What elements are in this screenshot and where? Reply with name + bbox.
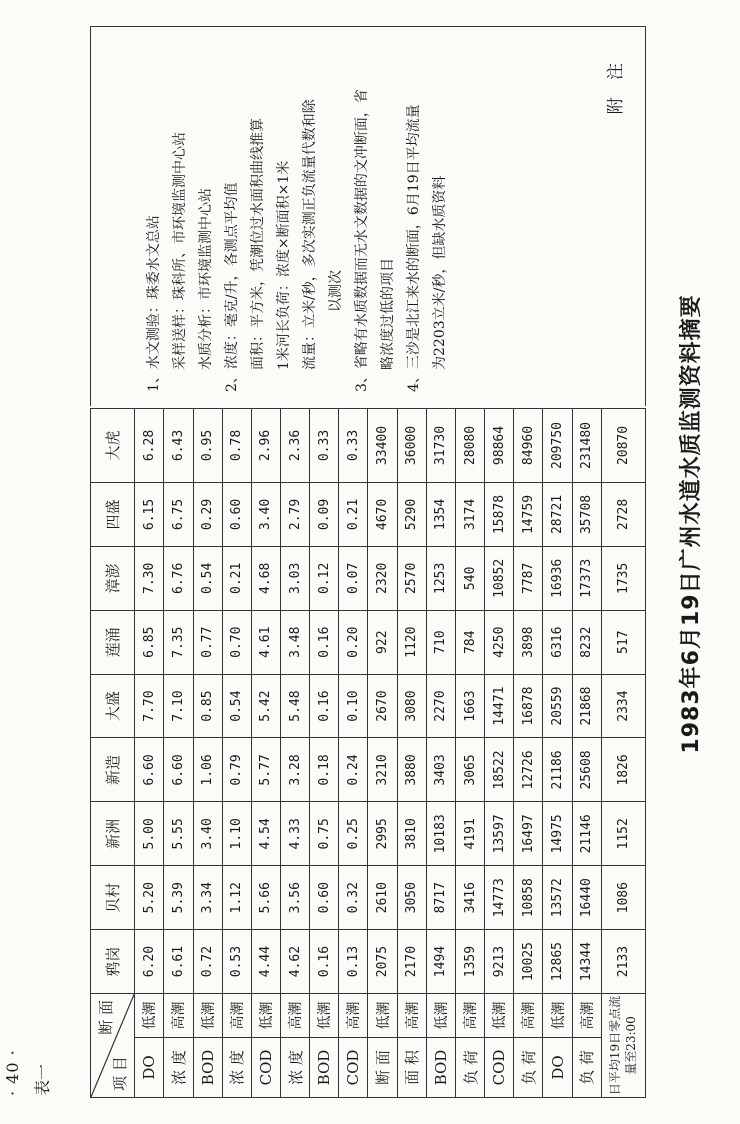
tide-label: 低潮 [251,994,280,1038]
header-row [91,409,135,1098]
value-cell: 0.54 [222,674,251,738]
notes-title: 附 注 [606,57,626,115]
value-cell: 231480 [572,409,601,483]
value-cell: 5.20 [135,866,164,930]
value-cell: 4191 [455,802,484,866]
note-line: 面积：平方米，凭潮位过水面积曲线推算 [250,118,266,370]
value-cell: 6.15 [135,483,164,547]
flow-value-cell: 1735 [601,546,645,610]
tide-label: 低潮 [426,994,455,1038]
value-cell: 3403 [426,738,455,802]
note-line: 为2203立米/秒，但缺水质资料 [432,175,448,370]
value-cell: 0.09 [310,483,339,547]
row-label: COD [339,1038,368,1098]
value-cell: 4.54 [251,802,280,866]
value-cell: 1.10 [222,802,251,866]
value-cell: 84960 [514,409,543,483]
value-cell: 15878 [485,483,514,547]
station-header: 新洲 [91,802,135,866]
tide-label: 高潮 [455,994,484,1038]
row-label: BOD [310,1038,339,1098]
value-cell: 4.68 [251,546,280,610]
value-cell: 25608 [572,738,601,802]
value-cell: 0.75 [310,802,339,866]
value-cell: 0.95 [193,409,222,483]
value-cell: 0.78 [222,409,251,483]
value-cell: 0.60 [222,483,251,547]
station-header: 新造 [91,738,135,802]
flow-value-cell: 2728 [601,483,645,547]
monitoring-table [90,408,646,1098]
table-row [164,409,193,1098]
value-cell: 3880 [397,738,426,802]
value-cell: 2170 [397,930,426,994]
tide-label: 低潮 [485,994,514,1038]
value-cell: 0.77 [193,610,222,674]
value-cell: 7787 [514,546,543,610]
value-cell: 3.56 [281,866,310,930]
value-cell: 0.60 [310,866,339,930]
value-cell: 6.60 [164,738,193,802]
value-cell: 0.16 [310,610,339,674]
row-label: 面 积 [397,1038,426,1098]
value-cell: 6.76 [164,546,193,610]
value-cell: 5.77 [251,738,280,802]
value-cell: 33400 [368,409,397,483]
value-cell: 13597 [485,802,514,866]
tide-label: 高潮 [281,994,310,1038]
value-cell: 3174 [455,483,484,547]
row-label: 负 荷 [455,1038,484,1098]
row-label: 负 荷 [572,1038,601,1098]
table-row [222,409,251,1098]
notes-body [141,42,641,392]
corner-cell [91,994,135,1098]
value-cell: 6.61 [164,930,193,994]
tide-label: 高潮 [164,994,193,1038]
value-cell: 3210 [368,738,397,802]
value-cell: 21186 [543,738,572,802]
tide-label: 高潮 [572,994,601,1038]
station-header: 莲涌 [91,610,135,674]
tide-label: 低潮 [543,994,572,1038]
station-header: 大盛 [91,674,135,738]
value-cell: 1120 [397,610,426,674]
table-row [251,409,280,1098]
value-cell: 16878 [514,674,543,738]
value-cell: 209750 [543,409,572,483]
table-row [485,409,514,1098]
table-row [193,409,222,1098]
value-cell: 6.85 [135,610,164,674]
table-row [543,409,572,1098]
station-header: 贝村 [91,866,135,930]
value-cell: 13572 [543,866,572,930]
value-cell: 0.12 [310,546,339,610]
value-cell: 7.30 [135,546,164,610]
value-cell: 2.96 [251,409,280,483]
value-cell: 10858 [514,866,543,930]
value-cell: 28080 [455,409,484,483]
value-cell: 2670 [368,674,397,738]
value-cell: 16497 [514,802,543,866]
value-cell: 18522 [485,738,514,802]
value-cell: 6.75 [164,483,193,547]
value-cell: 3.40 [251,483,280,547]
value-cell: 3065 [455,738,484,802]
note-line: 2、浓度：毫克/升，各测点平均值 [224,182,240,392]
notes-panel [90,26,646,406]
page-number: · 40 · [3,1049,22,1096]
value-cell: 1663 [455,674,484,738]
value-cell: 3810 [397,802,426,866]
value-cell: 2610 [368,866,397,930]
value-cell: 17373 [572,546,601,610]
value-cell: 6.43 [164,409,193,483]
value-cell: 21146 [572,802,601,866]
value-cell: 14344 [572,930,601,994]
note-line: 以测次 [328,270,344,312]
value-cell: 14759 [514,483,543,547]
value-cell: 0.70 [222,610,251,674]
value-cell: 0.16 [310,930,339,994]
value-cell: 0.10 [339,674,368,738]
note-line: 略浓度过低的项目 [380,258,396,370]
value-cell: 3.28 [281,738,310,802]
value-cell: 3.03 [281,546,310,610]
row-label: COD [251,1038,280,1098]
station-header: 漳澎 [91,546,135,610]
row-label: 断 面 [368,1038,397,1098]
value-cell: 0.33 [310,409,339,483]
value-cell: 0.21 [339,483,368,547]
table-row [514,409,543,1098]
value-cell: 0.33 [339,409,368,483]
value-cell: 6.60 [135,738,164,802]
value-cell: 8717 [426,866,455,930]
value-cell: 4250 [485,610,514,674]
tide-label: 低潮 [310,994,339,1038]
row-label: BOD [193,1038,222,1098]
tide-label: 高潮 [222,994,251,1038]
corner-top-label: 断 面 [97,1000,115,1035]
value-cell: 5.66 [251,866,280,930]
table-row [426,409,455,1098]
value-cell: 8232 [572,610,601,674]
station-header: 四盛 [91,483,135,547]
value-cell: 14773 [485,866,514,930]
value-cell: 4670 [368,483,397,547]
value-cell: 10183 [426,802,455,866]
value-cell: 0.79 [222,738,251,802]
value-cell: 14471 [485,674,514,738]
value-cell: 28721 [543,483,572,547]
value-cell: 0.24 [339,738,368,802]
value-cell: 6316 [543,610,572,674]
table-row [135,409,164,1098]
value-cell: 10852 [485,546,514,610]
value-cell: 0.29 [193,483,222,547]
value-cell: 5290 [397,483,426,547]
tide-label: 低潮 [193,994,222,1038]
row-label: 负 荷 [514,1038,543,1098]
value-cell: 4.62 [281,930,310,994]
flow-value-cell: 1086 [601,866,645,930]
value-cell: 3.48 [281,610,310,674]
value-cell: 1359 [455,930,484,994]
value-cell: 0.16 [310,674,339,738]
row-label: COD [485,1038,514,1098]
note-line: 流量：立米/秒，多次实测正负流量代数和除 [302,99,318,370]
row-label: 浓 度 [281,1038,310,1098]
station-header: 鸦岗 [91,930,135,994]
value-cell: 5.48 [281,674,310,738]
value-cell: 35708 [572,483,601,547]
value-cell: 5.55 [164,802,193,866]
station-header: 大虎 [91,409,135,483]
tide-label: 高潮 [339,994,368,1038]
value-cell: 9213 [485,930,514,994]
value-cell: 1.06 [193,738,222,802]
value-cell: 1494 [426,930,455,994]
value-cell: 0.32 [339,866,368,930]
value-cell: 4.61 [251,610,280,674]
value-cell: 31730 [426,409,455,483]
value-cell: 0.53 [222,930,251,994]
row-label: DO [135,1038,164,1098]
value-cell: 21868 [572,674,601,738]
flow-value-cell: 1826 [601,738,645,802]
value-cell: 0.54 [193,546,222,610]
value-cell: 922 [368,610,397,674]
value-cell: 16440 [572,866,601,930]
value-cell: 784 [455,610,484,674]
value-cell: 3.40 [193,802,222,866]
table-row [572,409,601,1098]
value-cell: 710 [426,610,455,674]
value-cell: 3898 [514,610,543,674]
value-cell: 12865 [543,930,572,994]
value-cell: 2075 [368,930,397,994]
tide-label: 高潮 [514,994,543,1038]
row-label: BOD [426,1038,455,1098]
row-label: DO [543,1038,572,1098]
value-cell: 3050 [397,866,426,930]
note-line: 水质分析：市环境监测中心站 [198,188,214,370]
value-cell: 14975 [543,802,572,866]
value-cell: 0.13 [339,930,368,994]
value-cell: 6.28 [135,409,164,483]
note-line: 4、三沙是北江来水的断面，6月19日平均流量 [406,104,422,392]
value-cell: 3080 [397,674,426,738]
value-cell: 0.21 [222,546,251,610]
value-cell: 5.42 [251,674,280,738]
row-label: 浓 度 [222,1038,251,1098]
table-row [310,409,339,1098]
value-cell: 0.25 [339,802,368,866]
table-row [455,409,484,1098]
value-cell: 2.79 [281,483,310,547]
value-cell: 3416 [455,866,484,930]
flow-value-cell: 2133 [601,930,645,994]
value-cell: 2.36 [281,409,310,483]
tide-label: 高潮 [397,994,426,1038]
value-cell: 7.35 [164,610,193,674]
note-line: 采样送样：珠科所、市环境监测中心站 [172,132,188,370]
value-cell: 0.85 [193,674,222,738]
value-cell: 7.10 [164,674,193,738]
value-cell: 12726 [514,738,543,802]
value-cell: 6.20 [135,930,164,994]
value-cell: 36000 [397,409,426,483]
value-cell: 0.20 [339,610,368,674]
table-row [397,409,426,1098]
note-line: 1米河长负荷：浓度×断面积×1米 [276,160,292,370]
row-label: 浓 度 [164,1038,193,1098]
value-cell: 1253 [426,546,455,610]
value-cell: 0.18 [310,738,339,802]
value-cell: 2995 [368,802,397,866]
value-cell: 4.33 [281,802,310,866]
page-title: 1983年6月19日广州水道水质监测资料摘要 [679,294,704,754]
value-cell: 2570 [397,546,426,610]
note-line: 3、省略有水质数据而无水文数据的文冲断面，省 [354,89,370,392]
value-cell: 10025 [514,930,543,994]
value-cell: 5.39 [164,866,193,930]
flow-value-cell: 20870 [601,409,645,483]
tide-label: 低潮 [368,994,397,1038]
flow-value-cell: 2334 [601,674,645,738]
value-cell: 7.70 [135,674,164,738]
table-label: 表一 [33,1063,52,1096]
value-cell: 540 [455,546,484,610]
flow-row [601,409,645,1098]
value-cell: 16936 [543,546,572,610]
value-cell: 3.34 [193,866,222,930]
value-cell: 0.72 [193,930,222,994]
tide-label: 低潮 [135,994,164,1038]
corner-bottom-label: 项 目 [111,1056,130,1091]
flow-value-cell: 517 [601,610,645,674]
value-cell: 1354 [426,483,455,547]
flow-value-cell: 1152 [601,802,645,866]
table-row [339,409,368,1098]
flow-row-label: 日平均19日零点流量至23:00 [601,994,645,1098]
value-cell: 0.07 [339,546,368,610]
value-cell: 2270 [426,674,455,738]
value-cell: 4.44 [251,930,280,994]
value-cell: 2320 [368,546,397,610]
table-row [368,409,397,1098]
value-cell: 5.00 [135,802,164,866]
note-line: 1、水文测验：珠委水文总站 [146,215,162,392]
value-cell: 1.12 [222,866,251,930]
table-row [281,409,310,1098]
value-cell: 20559 [543,674,572,738]
value-cell: 98864 [485,409,514,483]
